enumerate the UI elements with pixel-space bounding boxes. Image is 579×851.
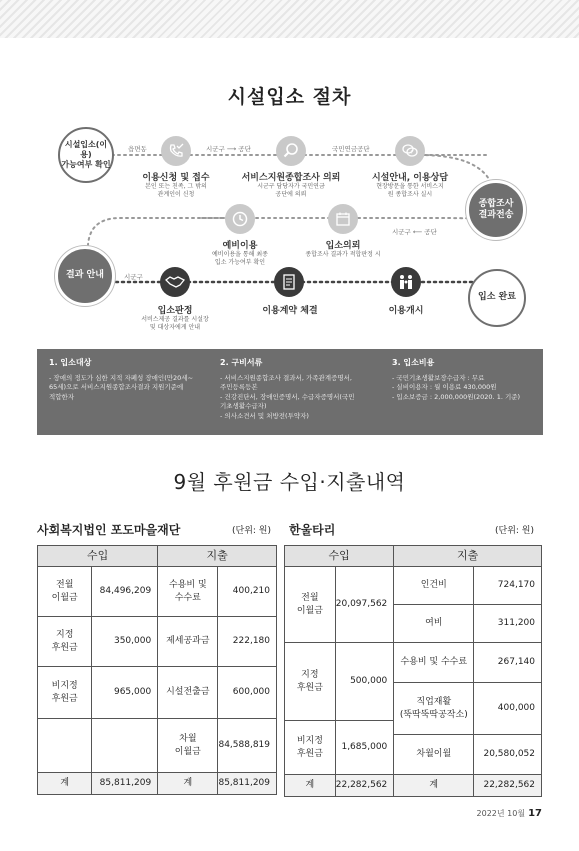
step-pre-title: 예비이용 [222, 241, 258, 251]
step-request-desc-2: 공단에 의뢰 [275, 191, 307, 199]
node-result-guide [55, 246, 115, 306]
info-target-head: 1. 입소대상 [49, 358, 92, 367]
cell: 350,000 [92, 617, 158, 667]
step-contract-title: 이용계약 체결 [262, 306, 318, 316]
step-pre-desc [190, 251, 290, 267]
left-ledger-table [37, 545, 277, 795]
cell: 20,097,562 [335, 567, 394, 643]
table-row [285, 643, 542, 683]
cell: 1,685,000 [335, 721, 394, 775]
step-admit-meeting-title: 입소의뢰 [325, 241, 361, 251]
label-eup: 읍면동 [128, 145, 147, 153]
cell: 267,140 [474, 643, 542, 683]
section-title-donations: 9월 후원금 수입·지출내역 [173, 470, 406, 494]
step-request-desc-1: 시군구 담당자가 국민연금 [257, 183, 325, 190]
total-row [38, 773, 277, 795]
cell: 인건비 [394, 567, 474, 605]
step-decision-desc-2: 및 대상자에게 안내 [149, 324, 201, 332]
right-org-name: 한울타리 [289, 523, 336, 537]
table-row [38, 567, 277, 617]
cell: 311,200 [474, 605, 542, 643]
right-ledger-table [284, 545, 542, 797]
info-documents-item: 주민등록등본 [220, 383, 258, 392]
cell: 수용비 및 수수료 [158, 567, 218, 617]
cell: 차월이월 [394, 735, 474, 775]
info-cost-item: - 국민기초생활보장수급자 : 무료 [392, 374, 485, 382]
table-row [38, 667, 277, 719]
step-admit-meeting-desc-1: 종합조사 결과가 적합판정 시 [305, 251, 381, 258]
cell: 600,000 [218, 667, 277, 719]
cell [38, 719, 92, 773]
step-consult-desc-1: 현장방문을 통한 서비스지 [376, 183, 444, 190]
handshake-icon [160, 267, 190, 297]
cell: 222,180 [218, 617, 277, 667]
step-apply-desc [126, 183, 226, 199]
node-guide-label: 결과 안내 [66, 270, 104, 281]
cell: 비지정 후원금 [285, 721, 336, 775]
cell: 비지정 후원금 [38, 667, 92, 719]
cell: 계 [285, 775, 336, 797]
step-apply-title: 이용신청 및 접수 [142, 173, 210, 183]
page-number: 17 [528, 808, 542, 819]
left-head-income: 수입 [38, 546, 158, 567]
cell: 차월 이월금 [158, 719, 218, 773]
cell: 22,282,562 [474, 775, 542, 797]
node-admission-complete [468, 269, 526, 327]
step-request-title: 서비스지원종합조사 의뢰 [241, 173, 341, 183]
svg-text:?: ? [410, 150, 414, 156]
info-target-item: 65세)으로 서비스지원종합조사결과 지원기준에 [49, 383, 184, 392]
step-pre-desc-1: 예비이용을 통해 최종 [212, 251, 268, 258]
info-documents-head: 2. 구비서류 [220, 358, 263, 367]
step-admit-meeting-desc [293, 251, 393, 259]
label-sigungu-from-gongdan: 시군구 ⟵ 공단 [392, 228, 437, 236]
cell: 제세공과금 [158, 617, 218, 667]
cell: 85,811,209 [92, 773, 158, 795]
label-sigungu: 시군구 [124, 273, 143, 281]
info-cost-item: - 실비이용자 : 월 이용료 430,000원 [392, 383, 497, 392]
step-request-desc [231, 183, 351, 199]
step-consult-title: 시설안내, 이용상담 [371, 173, 449, 183]
family-icon [391, 267, 421, 297]
clock-icon [225, 204, 255, 234]
info-documents-item: - 서비스지원종합조사 결과서, 가족관계증명서, [220, 374, 352, 382]
phone-check-icon [161, 136, 191, 166]
node-check-eligibility [58, 127, 114, 183]
page-footer [477, 808, 542, 819]
step-start-use-title: 이용개시 [388, 306, 424, 316]
table-row [38, 617, 277, 667]
cell: 지정 후원금 [285, 643, 336, 721]
table-row [285, 567, 542, 605]
left-org-name: 사회복지법인 포도마을재단 [37, 523, 181, 537]
cell: 85,811,209 [218, 773, 277, 795]
info-target-item: - 장애의 정도가 심한 지적 자폐성 장애인(만20세~ [49, 374, 194, 382]
section-title-admission: 시설입소 절차 [227, 86, 352, 108]
chat-bubbles-icon [395, 136, 425, 166]
step-decision-title: 입소판정 [157, 306, 193, 316]
document-icon [274, 267, 304, 297]
left-unit: (단위: 원) [232, 526, 271, 536]
cell: 400,210 [218, 567, 277, 617]
table-row [38, 719, 277, 773]
cell [92, 719, 158, 773]
cell: 전월 이월금 [38, 567, 92, 617]
cell: 계 [394, 775, 474, 797]
cell: 계 [158, 773, 218, 795]
right-unit: (단위: 원) [495, 526, 534, 536]
cell: 20,580,052 [474, 735, 542, 775]
cell: 965,000 [92, 667, 158, 719]
info-documents-item: 기초생활수급자) [220, 402, 267, 411]
step-decision-desc-1: 서비스제공 결과를 시설장 [141, 316, 209, 323]
info-cost-item: - 입소보증금 : 2,000,000원(2020. 1. 기준) [392, 392, 521, 401]
info-documents [220, 357, 355, 421]
info-documents-item: - 건강진단서, 장애인증명서, 수급자증명서(국민 [220, 392, 355, 401]
node-survey-line1: 종합조사 [478, 198, 514, 209]
admission-info-band [37, 349, 543, 435]
calendar-icon [328, 204, 358, 234]
step-apply-desc-1: 본인 또는 친족, 그 밖의 [145, 183, 207, 190]
footer-date: 2022년 10월 [476, 809, 526, 818]
cell: 지정 후원금 [38, 617, 92, 667]
cell: 84,588,819 [218, 719, 277, 773]
node-survey-result [466, 180, 526, 240]
node-check-line2: 가능여부 확인 [61, 160, 111, 169]
cell: 22,282,562 [335, 775, 394, 797]
cell: 전월 이월금 [285, 567, 336, 643]
decorative-header-band [0, 0, 579, 38]
right-head-expense: 지출 [394, 546, 542, 567]
search-icon [276, 136, 306, 166]
cell: 시설전출금 [158, 667, 218, 719]
node-check-line1: 시설입소(이용) [64, 140, 108, 159]
info-documents-item: - 의사소견서 및 처방전(투약자) [220, 411, 309, 420]
cell: 수용비 및 수수료 [394, 643, 474, 683]
node-done-label: 입소 완료 [478, 292, 516, 303]
cell: 84,496,209 [92, 567, 158, 617]
cell: 계 [38, 773, 92, 795]
label-nps: 국민연금공단 [332, 145, 370, 153]
info-target [49, 357, 193, 402]
cell: 400,000 [474, 683, 542, 735]
total-row [285, 775, 542, 797]
info-cost-head: 3. 입소비용 [392, 358, 435, 367]
cell: 직업재활 (뚝딱뚝딱공작소) [394, 683, 474, 735]
cell: 여비 [394, 605, 474, 643]
step-consult-desc-2: 원 종합조사 실시 [387, 191, 433, 199]
step-pre-desc-2: 입소 가능여부 확인 [214, 259, 266, 267]
cell: 724,170 [474, 567, 542, 605]
node-survey-line2: 결과전송 [478, 210, 514, 220]
step-apply-desc-2: 관계인이 신청 [157, 191, 195, 199]
info-target-item: 적합한자 [49, 392, 75, 401]
right-head-income: 수입 [285, 546, 394, 567]
cell: 500,000 [335, 643, 394, 721]
step-consult-desc [360, 183, 460, 199]
label-sigungu-to-gongdan: 시군구 ⟶ 공단 [206, 145, 251, 153]
info-cost [392, 357, 520, 402]
step-decision-desc [125, 316, 225, 332]
left-head-expense: 지출 [158, 546, 277, 567]
